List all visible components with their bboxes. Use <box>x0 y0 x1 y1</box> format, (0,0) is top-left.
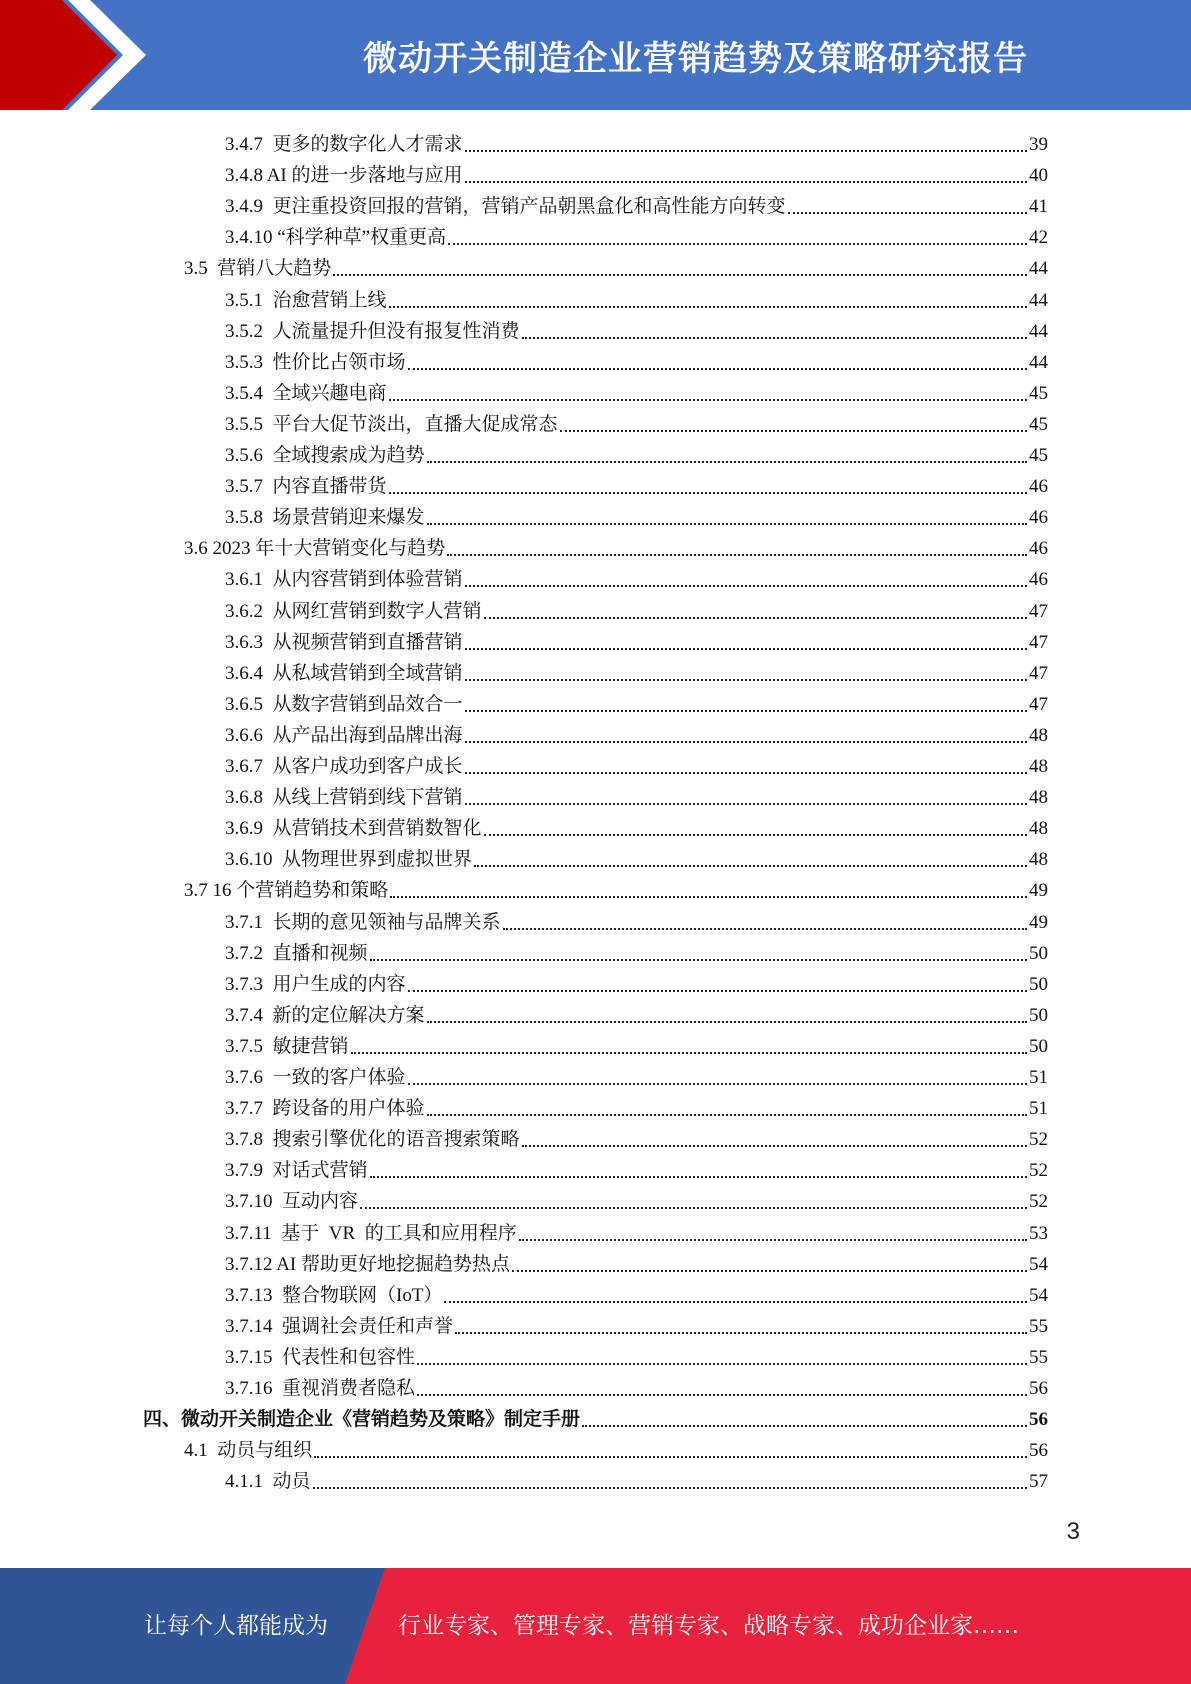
toc-dot-leader <box>351 1052 1027 1054</box>
toc-entry[interactable] <box>225 686 1048 717</box>
toc-entry-page: 40 <box>1029 165 1048 187</box>
toc-entry[interactable] <box>225 1308 1048 1339</box>
toc-entry-page: 54 <box>1029 1253 1048 1275</box>
toc-entry[interactable] <box>225 779 1048 810</box>
toc-dot-leader <box>465 181 1027 183</box>
toc-entry[interactable] <box>225 375 1048 406</box>
toc-entry-title: 3.6.8 从线上营销到线下营销 <box>225 787 463 809</box>
toc-dot-leader <box>417 1363 1027 1365</box>
toc-dot-leader <box>390 896 1027 898</box>
toc-entry-page: 46 <box>1029 476 1048 498</box>
toc-entry[interactable] <box>225 966 1048 997</box>
toc-dot-leader <box>503 928 1027 930</box>
toc-entry[interactable] <box>143 1401 1048 1432</box>
toc-entry-title: 3.7 16 个营销趋势和策略 <box>184 880 389 902</box>
toc-entry-title: 3.4.8 AI 的进一步落地与应用 <box>225 165 463 187</box>
toc-entry-page: 47 <box>1029 693 1048 715</box>
toc-dot-leader <box>370 959 1027 961</box>
toc-entry[interactable] <box>225 219 1048 250</box>
toc-entry-page: 46 <box>1029 538 1048 560</box>
toc-entry-page: 46 <box>1029 507 1048 529</box>
toc-entry-page: 49 <box>1029 911 1048 933</box>
toc-entry-page: 47 <box>1029 600 1048 622</box>
header-arrow-decoration <box>0 0 150 110</box>
toc-entry[interactable] <box>225 1090 1048 1121</box>
toc-entry-title: 3.7.3 用户生成的内容 <box>225 973 406 995</box>
toc-entry-page: 52 <box>1029 1160 1048 1182</box>
toc-entry-title: 3.5.7 内容直播带货 <box>225 476 387 498</box>
footer-banner <box>0 1568 1191 1684</box>
toc-dot-leader <box>313 1487 1027 1489</box>
toc-entry-title: 3.5.5 平台大促节淡出，直播大促成常态 <box>225 413 558 435</box>
toc-entry[interactable] <box>225 499 1048 530</box>
toc-entry[interactable] <box>225 468 1048 499</box>
toc-entry-title: 3.7.15 代表性和包容性 <box>225 1346 416 1368</box>
toc-entry-page: 50 <box>1029 1004 1048 1026</box>
toc-entry-page: 53 <box>1029 1222 1048 1244</box>
toc-entry[interactable] <box>184 872 1048 903</box>
toc-entry[interactable] <box>225 655 1048 686</box>
toc-dot-leader <box>465 741 1027 743</box>
toc-entry[interactable] <box>225 997 1048 1028</box>
toc-dot-leader <box>408 368 1027 370</box>
toc-dot-leader <box>465 803 1027 805</box>
toc-entry-page: 48 <box>1029 787 1048 809</box>
toc-entry-page: 48 <box>1029 724 1048 746</box>
toc-dot-leader <box>465 585 1027 587</box>
toc-entry[interactable] <box>225 157 1048 188</box>
toc-entry-title: 3.6.10 从物理世界到虚拟世界 <box>225 849 473 871</box>
toc-entry[interactable] <box>225 282 1048 313</box>
toc-entry-title: 3.7.13 整合物联网（IoT） <box>225 1284 443 1306</box>
toc-entry[interactable] <box>225 344 1048 375</box>
toc-entry[interactable] <box>225 406 1048 437</box>
toc-entry-title: 3.6.6 从产品出海到品牌出海 <box>225 724 463 746</box>
toc-dot-leader <box>465 772 1027 774</box>
toc-dot-leader <box>408 990 1027 992</box>
toc-entry[interactable] <box>225 841 1048 872</box>
toc-entry-page: 44 <box>1029 289 1048 311</box>
toc-entry-title: 3.7.6 一致的客户体验 <box>225 1067 406 1088</box>
toc-entry-page: 45 <box>1029 445 1048 466</box>
toc-dot-leader <box>408 1083 1027 1085</box>
toc-entry-page: 51 <box>1029 1098 1048 1120</box>
toc-entry-page: 44 <box>1029 351 1048 373</box>
toc-dot-leader <box>333 274 1027 276</box>
toc-dot-leader <box>427 461 1027 463</box>
toc-entry[interactable] <box>225 810 1048 841</box>
toc-entry-title: 3.7.9 对话式营销 <box>225 1160 368 1182</box>
toc-dot-leader <box>512 1270 1027 1272</box>
toc-dot-leader <box>474 865 1027 867</box>
toc-entry-title: 3.5.1 治愈营销上线 <box>225 289 387 311</box>
toc-entry-page: 55 <box>1029 1315 1048 1337</box>
toc-dot-leader <box>417 1394 1027 1396</box>
toc-entry-page: 57 <box>1029 1471 1048 1493</box>
header-banner <box>0 0 1191 110</box>
toc-entry[interactable] <box>225 126 1048 157</box>
toc-dot-leader <box>444 1301 1027 1303</box>
toc-entry-page: 51 <box>1029 1067 1048 1088</box>
toc-entry[interactable] <box>225 717 1048 748</box>
toc-entry-page: 56 <box>1029 1409 1048 1431</box>
toc-entry[interactable] <box>184 250 1048 281</box>
toc-entry[interactable] <box>225 1277 1048 1308</box>
toc-entry-title: 3.5.2 人流量提升但没有报复性消费 <box>225 320 520 342</box>
toc-dot-leader <box>389 306 1027 308</box>
toc-entry-page: 55 <box>1029 1346 1048 1368</box>
toc-entry[interactable] <box>225 1370 1048 1401</box>
toc-entry[interactable] <box>225 561 1048 592</box>
toc-entry-page: 50 <box>1029 973 1048 995</box>
toc-entry-title: 四、微动开关制造企业《营销趋势及策略》制定手册 <box>143 1409 581 1431</box>
toc-entry-title: 3.7.8 搜索引擎优化的语音搜索策略 <box>225 1129 520 1151</box>
toc-entry-title: 3.7.4 新的定位解决方案 <box>225 1004 425 1026</box>
toc-entry-title: 3.6.2 从网红营销到数字人营销 <box>225 600 482 622</box>
toc-entry[interactable] <box>225 1183 1048 1214</box>
toc-entry[interactable] <box>225 748 1048 779</box>
toc-dot-leader <box>522 337 1027 339</box>
page-number: 3 <box>1066 1518 1080 1545</box>
toc-entry-page: 48 <box>1029 756 1048 777</box>
toc-dot-leader <box>389 399 1027 401</box>
toc-entry-page: 45 <box>1029 382 1048 404</box>
toc-entry[interactable] <box>225 935 1048 966</box>
toc-entry-page: 48 <box>1029 849 1048 871</box>
toc-entry[interactable] <box>225 1059 1048 1090</box>
toc-dot-leader <box>465 679 1027 681</box>
toc-entry-title: 3.7.1 长期的意见领袖与品牌关系 <box>225 911 501 933</box>
toc-dot-leader <box>427 1021 1027 1023</box>
toc-entry-page: 52 <box>1029 1129 1048 1151</box>
toc-entry-title: 3.5.8 场景营销迎来爆发 <box>225 507 425 529</box>
toc-entry-page: 45 <box>1029 413 1048 435</box>
toc-dot-leader <box>522 1145 1027 1147</box>
toc-dot-leader <box>560 430 1027 432</box>
toc-entry-page: 48 <box>1029 818 1048 840</box>
toc-entry-page: 56 <box>1029 1378 1048 1399</box>
toc-entry-page: 54 <box>1029 1284 1048 1306</box>
toc-dot-leader <box>582 1425 1027 1427</box>
document-title: 微动开关制造企业营销趋势及策略研究报告 <box>363 38 1028 79</box>
toc-entry-title: 3.4.7 更多的数字化人才需求 <box>225 134 463 155</box>
toc-dot-leader <box>427 523 1027 525</box>
toc-dot-leader <box>484 617 1027 619</box>
toc-dot-leader <box>465 150 1027 152</box>
toc-entry-title: 3.7.11 基于 VR 的工具和应用程序 <box>225 1222 517 1244</box>
toc-entry-title: 3.7.12 AI 帮助更好地挖掘趋势热点 <box>225 1253 511 1275</box>
toc-entry[interactable] <box>225 1246 1048 1277</box>
toc-entry[interactable] <box>225 1463 1048 1494</box>
toc-entry[interactable] <box>225 1215 1048 1246</box>
toc-dot-leader <box>519 1239 1027 1241</box>
toc-dot-leader <box>389 492 1027 494</box>
toc-entry-title: 3.7.16 重视消费者隐私 <box>225 1378 416 1399</box>
toc-dot-leader <box>465 710 1027 712</box>
toc-dot-leader <box>465 648 1027 650</box>
toc-entry-title: 3.5.6 全域搜索成为趋势 <box>225 445 425 466</box>
toc-dot-leader <box>360 1207 1027 1209</box>
toc-entry-title: 3.5.3 性价比占领市场 <box>225 351 406 373</box>
toc-entry[interactable] <box>184 530 1048 561</box>
toc-dot-leader <box>455 1332 1027 1334</box>
toc-entry-title: 3.6.5 从数字营销到品效合一 <box>225 693 463 715</box>
toc-entry[interactable] <box>225 1028 1048 1059</box>
toc-entry-page: 56 <box>1029 1440 1048 1462</box>
toc-entry-page: 46 <box>1029 569 1048 591</box>
toc-entry-page: 52 <box>1029 1191 1048 1213</box>
toc-entry-title: 3.7.7 跨设备的用户体验 <box>225 1098 425 1120</box>
toc-entry-title: 4.1 动员与组织 <box>184 1440 313 1462</box>
toc-entry-page: 44 <box>1029 320 1048 342</box>
toc-dot-leader <box>427 1114 1027 1116</box>
toc-entry-page: 44 <box>1029 258 1048 280</box>
toc-entry-page: 50 <box>1029 1035 1048 1057</box>
toc-entry-title: 3.7.2 直播和视频 <box>225 942 368 964</box>
toc-entry-title: 3.6 2023 年十大营销变化与趋势 <box>184 538 446 560</box>
toc-entry[interactable] <box>225 1121 1048 1152</box>
toc-entry[interactable] <box>225 593 1048 624</box>
toc-entry-page: 42 <box>1029 227 1048 249</box>
toc-dot-leader <box>447 554 1027 556</box>
toc-entry-page: 41 <box>1029 196 1048 218</box>
toc-entry-title: 3.5 营销八大趋势 <box>184 258 332 280</box>
toc-entry-page: 47 <box>1029 631 1048 653</box>
toc-entry-title: 3.4.10 “科学种草”权重更高 <box>225 227 447 249</box>
toc-entry[interactable] <box>184 1432 1048 1463</box>
toc-entry-page: 49 <box>1029 880 1048 902</box>
toc-entry-page: 39 <box>1029 134 1048 155</box>
toc-entry-title: 3.6.3 从视频营销到直播营销 <box>225 631 463 653</box>
toc-entry-page: 50 <box>1029 942 1048 964</box>
toc-entry-title: 3.7.14 强调社会责任和声誉 <box>225 1315 454 1337</box>
toc-entry-title: 3.4.9 更注重投资回报的营销，营销产品朝黑盒化和高性能方向转变 <box>225 196 786 218</box>
toc-dot-leader <box>484 834 1027 836</box>
footer-roles: 行业专家、管理专家、营销专家、战略专家、成功企业家…… <box>398 1613 1019 1639</box>
toc-entry-title: 4.1.1 动员 <box>225 1471 311 1493</box>
toc-dot-leader <box>788 212 1027 214</box>
toc-entry-title: 3.7.5 敏捷营销 <box>225 1035 349 1057</box>
toc-entry[interactable] <box>225 1152 1048 1183</box>
toc-entry[interactable] <box>225 904 1048 935</box>
toc-entry-page: 47 <box>1029 662 1048 684</box>
footer-slogan: 让每个人都能成为 <box>144 1613 328 1639</box>
toc-entry[interactable] <box>225 1339 1048 1370</box>
toc-entry-title: 3.6.7 从客户成功到客户成长 <box>225 756 463 777</box>
toc-entry-title: 3.6.9 从营销技术到营销数智化 <box>225 818 482 840</box>
toc-dot-leader <box>370 1176 1027 1178</box>
toc-entry[interactable] <box>225 624 1048 655</box>
toc-entry[interactable] <box>225 437 1048 468</box>
toc-dot-leader <box>448 243 1027 245</box>
toc-dot-leader <box>314 1456 1027 1458</box>
toc-entry-title: 3.7.10 互动内容 <box>225 1191 359 1213</box>
toc-entry-title: 3.6.4 从私域营销到全域营销 <box>225 662 463 684</box>
toc-entry[interactable] <box>225 188 1048 219</box>
toc-entry-title: 3.6.1 从内容营销到体验营销 <box>225 569 463 591</box>
toc-entry[interactable] <box>225 313 1048 344</box>
toc-entry-title: 3.5.4 全域兴趣电商 <box>225 382 387 404</box>
